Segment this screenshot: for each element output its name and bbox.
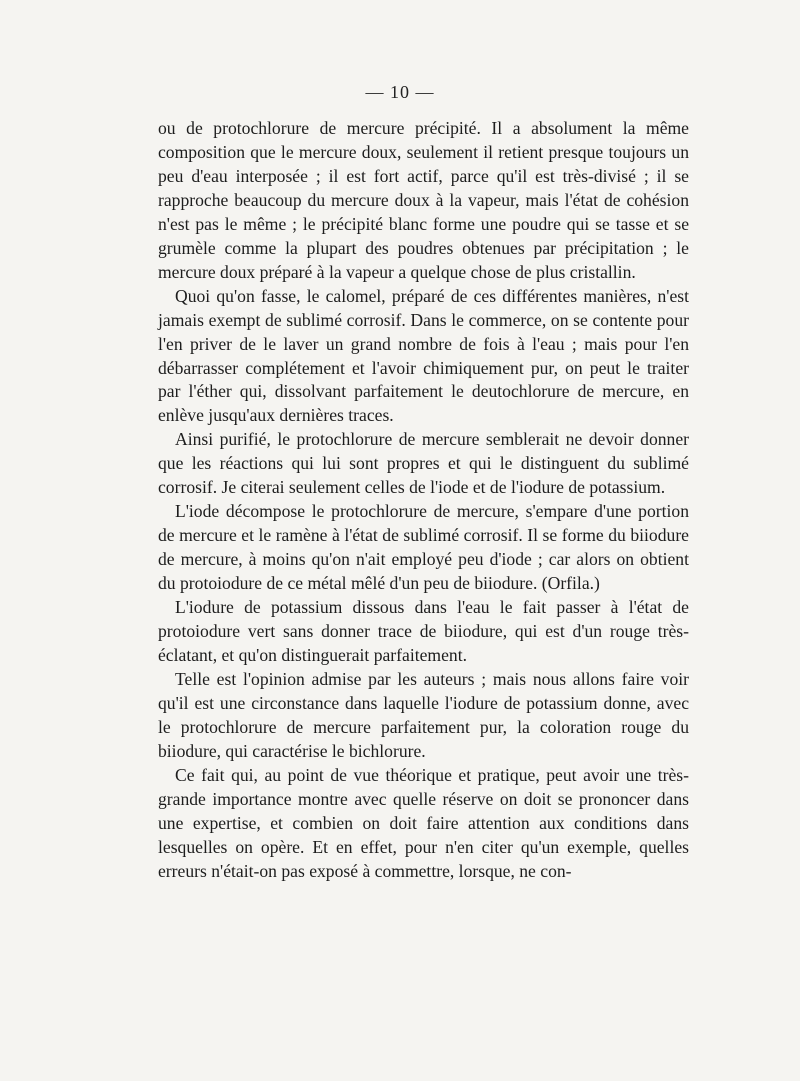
paragraph-4: L'iode décompose le protochlorure de mercure, s'empare d'une portion de mercure et le ramène à l'état de sublimé corrosif. Il se forme du biiodure de mercure, à moins qu'on n'ait employé peu d'iode ; car alors on obtient du protoiodure de ce métal mêlé d'un peu de biiodure. (Orfila.) (158, 501, 689, 594)
paragraph-3: Ainsi purifié, le protochlorure de mercure semblerait ne devoir donner que les réactions qui lui sont propres et qui le distinguent du sublimé corrosif. Je citerai seulement celles de l'iode et de l'iodure de potassium. (158, 429, 689, 498)
paragraph-5: L'iodure de potassium dissous dans l'eau le fait passer à l'état de protoiodure vert sans donner trace de biiodure, qui est d'un rouge très-éclatant, et qu'on distinguerait parfaitement. (158, 597, 689, 665)
body-text (158, 117, 689, 884)
paragraph-1: ou de protochlorure de mercure précipité. Il a absolument la même composition que le mercure doux, seulement il retient presque toujours un peu d'eau interposée ; il est fort actif, parce qu'il est très-divisé ; il se rapproche beaucoup du mercure doux à la vapeur, mais l'état de cohésion n'est pas le même ; le précipité blanc forme une poudre qui se tasse et se grumèle comme la plupart des poudres obtenues par précipitation ; le mercure doux préparé à la vapeur a quelque chose de plus cristallin. (158, 118, 689, 282)
paragraph-2: Quoi qu'on fasse, le calomel, préparé de ces différentes manières, n'est jamais exempt de sublimé corrosif. Dans le commerce, on se contente pour l'en priver de le laver un grand nombre de fois à l'eau ; mais pour l'en débarrasser complétement et l'avoir chimiquement pur, on peut le traiter par l'éther qui, dissolvant parfaitement le deutochlorure de mercure, en enlève jusqu'aux dernières traces. (158, 285, 689, 426)
page-number: — 10 — (365, 82, 435, 102)
paragraph-7: Ce fait qui, au point de vue théorique et pratique, peut avoir une très-grande importance montre avec quelle réserve on doit se prononcer dans une expertise, et combien on doit faire attention aux conditions dans lesquelles on opère. Et en effet, pour n'en citer qu'un exemple, quelles erreurs n'était-on pas exposé à commettre, lorsque, ne con- (158, 764, 689, 881)
paragraph-6: Telle est l'opinion admise par les auteurs ; mais nous allons faire voir qu'il est une circonstance dans laquelle l'iodure de potassium donne, avec le protochlorure de mercure parfaitement pur, la coloration rouge du biiodure, qui caractérise le bichlorure. (158, 668, 689, 761)
